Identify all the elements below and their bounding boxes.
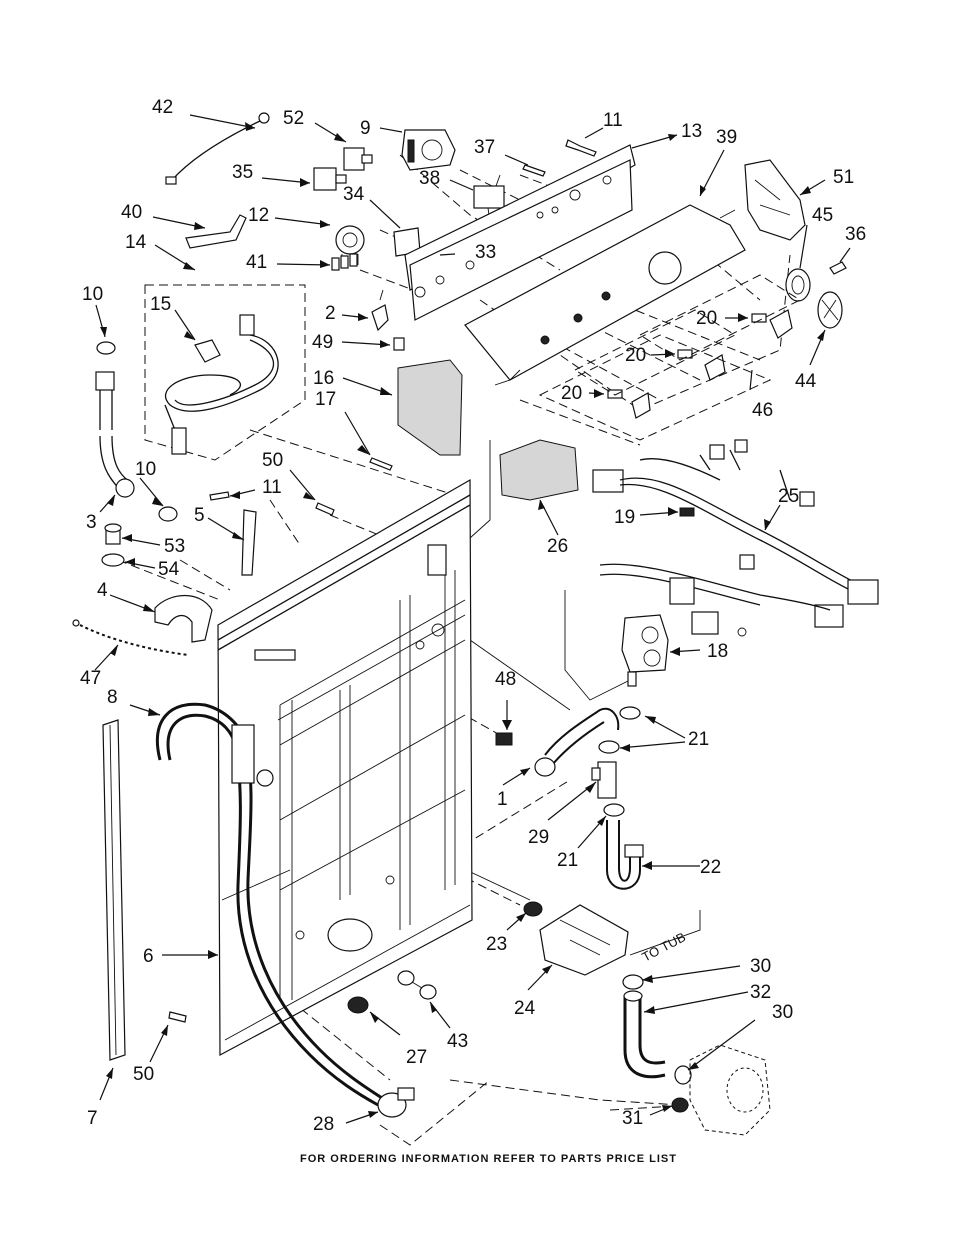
callout-43: 43 (447, 1031, 469, 1052)
clamp-27-part (348, 997, 368, 1013)
callout-44: 44 (795, 371, 817, 392)
clamp-21b-part (599, 741, 619, 753)
callout-50: 50 (133, 1064, 155, 1085)
callout-32: 32 (750, 982, 772, 1003)
callout-49: 49 (312, 332, 334, 353)
callout-26: 26 (547, 536, 569, 557)
cover-16-part (398, 360, 462, 455)
housing-24-part (540, 905, 628, 975)
callout-10: 10 (135, 459, 157, 480)
switch-35-part (314, 168, 346, 190)
hose-clamp-28-part (378, 1088, 414, 1117)
callout-38: 38 (419, 168, 441, 189)
end-cap-51-part (745, 160, 805, 240)
callout-37: 37 (474, 137, 496, 158)
callout-54: 54 (158, 559, 180, 580)
callout-11: 11 (603, 110, 623, 131)
callout-2: 2 (325, 303, 336, 324)
callout-30: 30 (750, 956, 772, 977)
callout-5: 5 (194, 505, 205, 526)
callout-40: 40 (121, 202, 143, 223)
to-tub-label: TO TUB (639, 929, 689, 965)
plug-43-part (398, 971, 436, 999)
callout-3: 3 (86, 512, 97, 533)
callout-25: 25 (778, 486, 800, 507)
screw-17-part (370, 458, 392, 470)
callout-21: 21 (688, 729, 710, 750)
callout-21: 21 (557, 850, 579, 871)
clips-41-part (332, 254, 357, 270)
wire-harness-25-part (593, 440, 878, 636)
callout-39: 39 (716, 127, 738, 148)
switch-52-part (344, 148, 372, 170)
callout-47: 47 (80, 668, 102, 689)
callout-11: 11 (262, 477, 282, 498)
knob-45-part (786, 269, 810, 301)
callout-34: 34 (343, 184, 365, 205)
clamp-21c-part (604, 804, 624, 816)
knob-44-part (818, 292, 842, 328)
strain-relief-15-part (195, 340, 220, 362)
callout-36: 36 (845, 224, 867, 245)
callout-10: 10 (82, 284, 104, 305)
callout-8: 8 (107, 687, 118, 708)
callout-29: 29 (528, 827, 550, 848)
clamp-31-part (672, 1098, 688, 1112)
callout-1: 1 (497, 789, 508, 810)
fitting-29-part (592, 762, 616, 798)
valve-18-part (622, 615, 668, 686)
bracket-26-part (500, 440, 578, 500)
strip-7-part (103, 720, 125, 1060)
callout-19: 19 (614, 507, 636, 528)
callout-33: 33 (475, 242, 497, 263)
callout-24: 24 (514, 998, 536, 1019)
fitting-53-part (105, 524, 121, 544)
callout-16: 16 (313, 368, 335, 389)
screw-50a-part (316, 503, 334, 515)
inlet-hose-3-part (96, 372, 134, 497)
tie-strap-47-part (73, 620, 188, 655)
ground-wire-42-part (166, 113, 269, 184)
callout-50: 50 (262, 450, 284, 471)
callout-7: 7 (87, 1108, 98, 1129)
timer-9-part (402, 130, 455, 170)
callout-51: 51 (833, 167, 855, 188)
callout-15: 15 (150, 294, 172, 315)
hose-22-part (607, 820, 643, 889)
guard-4-part (155, 596, 212, 643)
callout-53: 53 (164, 536, 186, 557)
hose-32-part (624, 991, 665, 1077)
callout-46: 46 (752, 400, 774, 421)
callout-23: 23 (486, 934, 508, 955)
pump-outline (690, 1045, 770, 1135)
screw-11-part (566, 140, 596, 156)
screw-49-part (394, 338, 404, 350)
callout-20: 20 (625, 345, 647, 366)
callout-9: 9 (360, 118, 371, 139)
callout-27: 27 (406, 1047, 428, 1068)
clip-2-part (372, 290, 388, 330)
callout-6: 6 (143, 946, 154, 967)
callout-41: 41 (246, 252, 268, 273)
callout-48: 48 (495, 669, 517, 690)
callout-52: 52 (283, 108, 305, 129)
screw-50b-part (169, 1012, 186, 1022)
callout-28: 28 (313, 1114, 335, 1135)
routing-lines (440, 440, 700, 955)
power-cord-14-part (165, 315, 278, 454)
callout-12: 12 (248, 205, 270, 226)
strap-5-part (242, 510, 256, 575)
callout-17: 17 (315, 389, 337, 410)
washer-10a-part (97, 342, 115, 354)
screw-37-part (523, 165, 545, 176)
clamp-21a-part (620, 707, 640, 719)
callout-22: 22 (700, 857, 722, 878)
callout-31: 31 (622, 1108, 644, 1129)
clamp-23-part (524, 902, 542, 916)
callout-45: 45 (812, 205, 834, 226)
callout-20: 20 (696, 308, 718, 329)
callout-18: 18 (707, 641, 729, 662)
bracket-40-part (186, 215, 246, 248)
washer-10b-part (159, 507, 177, 521)
callout-20: 20 (561, 383, 583, 404)
washer-54-part (102, 554, 124, 566)
callout-42: 42 (152, 97, 174, 118)
callout-14: 14 (125, 232, 147, 253)
callout-4: 4 (97, 580, 108, 601)
screw-36-part (830, 262, 846, 274)
footer-note: FOR ORDERING INFORMATION REFER TO PARTS PRICE LIST (300, 1153, 677, 1165)
screw-11b-part (210, 492, 229, 500)
callout-13: 13 (681, 121, 703, 142)
clamp-30a-part (623, 975, 643, 989)
bracket-48-part (496, 733, 512, 745)
callout-35: 35 (232, 162, 254, 183)
clamp-30b-part (675, 1066, 691, 1084)
callout-30: 30 (772, 1002, 794, 1023)
cabinet-6-part (218, 480, 472, 1055)
